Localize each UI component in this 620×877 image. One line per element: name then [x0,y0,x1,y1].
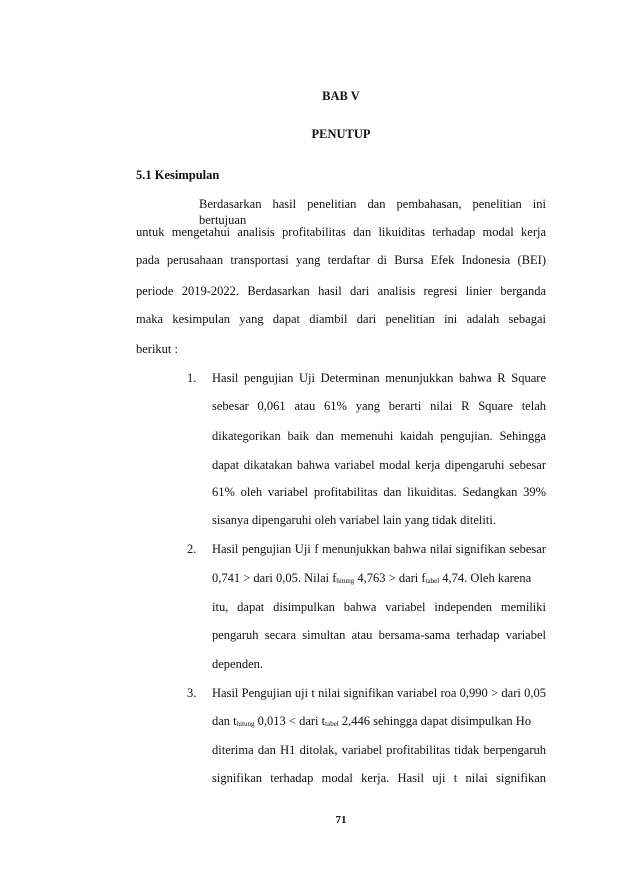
section-heading: 5.1 Kesimpulan [136,168,220,182]
intro-line: untuk mengetahui analisis profitabilitas dan likuiditas terhadap modal kerja [136,225,546,239]
list-item-line: 61% oleh variabel profitabilitas dan likuiditas. Sedangkan 39% [212,485,546,499]
subscript-hitung: hitung [236,720,255,728]
list-item-line: Hasil Pengujian uji t nilai signifikan variabel roa 0,990 > dari 0,05 [212,686,546,700]
list-item-line: Hasil pengujian Uji Determinan menunjukkan bahwa R Square [212,371,546,385]
list-item-line: dapat dikatakan bahwa variabel modal kerja dipengaruhi sebesar [212,458,546,472]
chapter-label: BAB V [322,89,360,103]
list-item-line: 0,741 > dari 0,05. Nilai $f_{hitung}$ 4,763 > dari $f_{tabel}$ 4,74. Oleh karena [212,571,532,585]
list-item-line: dependen. [212,657,264,671]
intro-line: Berdasarkan hasil penelitian dan pembahasan, penelitian ini bertujuan [199,197,546,227]
page-number: 71 [335,814,347,826]
intro-line: berikut : [136,342,179,356]
subscript-tabel: tabel [425,577,440,585]
list-item-line: dan $t_{hitung}$ 0,013 < dari $t_{tabel}$ 2,446 sehingga dapat disimpulkan Ho [212,714,532,728]
list-item-line: signifikan terhadap modal kerja. Hasil uji t nilai signifikan [212,771,546,785]
list-item-line: sebesar 0,061 atau 61% yang berarti nilai R Square telah [212,399,546,413]
list-number: 3. [187,686,197,700]
subscript-hitung: hitung [336,577,355,585]
subscript-tabel: tabel [325,720,339,728]
list-item-line: pengaruh secara simultan atau bersama-sama terhadap variabel [212,628,546,642]
intro-line: maka kesimpulan yang dapat diambil dari penelitian ini adalah sebagai [136,312,546,326]
chapter-title: PENUTUP [311,127,371,141]
intro-line: periode 2019-2022. Berdasarkan hasil dari analisis regresi linier berganda [136,284,546,298]
list-item-line: itu, dapat disimpulkan bahwa variabel independen memiliki [212,600,546,614]
list-number: 1. [187,371,197,385]
list-item-line: Hasil pengujian Uji f menunjukkan bahwa nilai signifikan sebesar [212,542,546,556]
list-item-line: dikategorikan baik dan memenuhi kaidah pengujian. Sehingga [212,429,546,443]
list-number: 2. [187,542,197,556]
intro-line: pada perusahaan transportasi yang terdaftar di Bursa Efek Indonesia (BEI) [136,253,546,267]
list-item-line: diterima dan H1 ditolak, variabel profitabilitas tidak berpengaruh [212,743,546,757]
list-item-line: sisanya dipengaruhi oleh variabel lain yang tidak diteliti. [212,513,496,527]
